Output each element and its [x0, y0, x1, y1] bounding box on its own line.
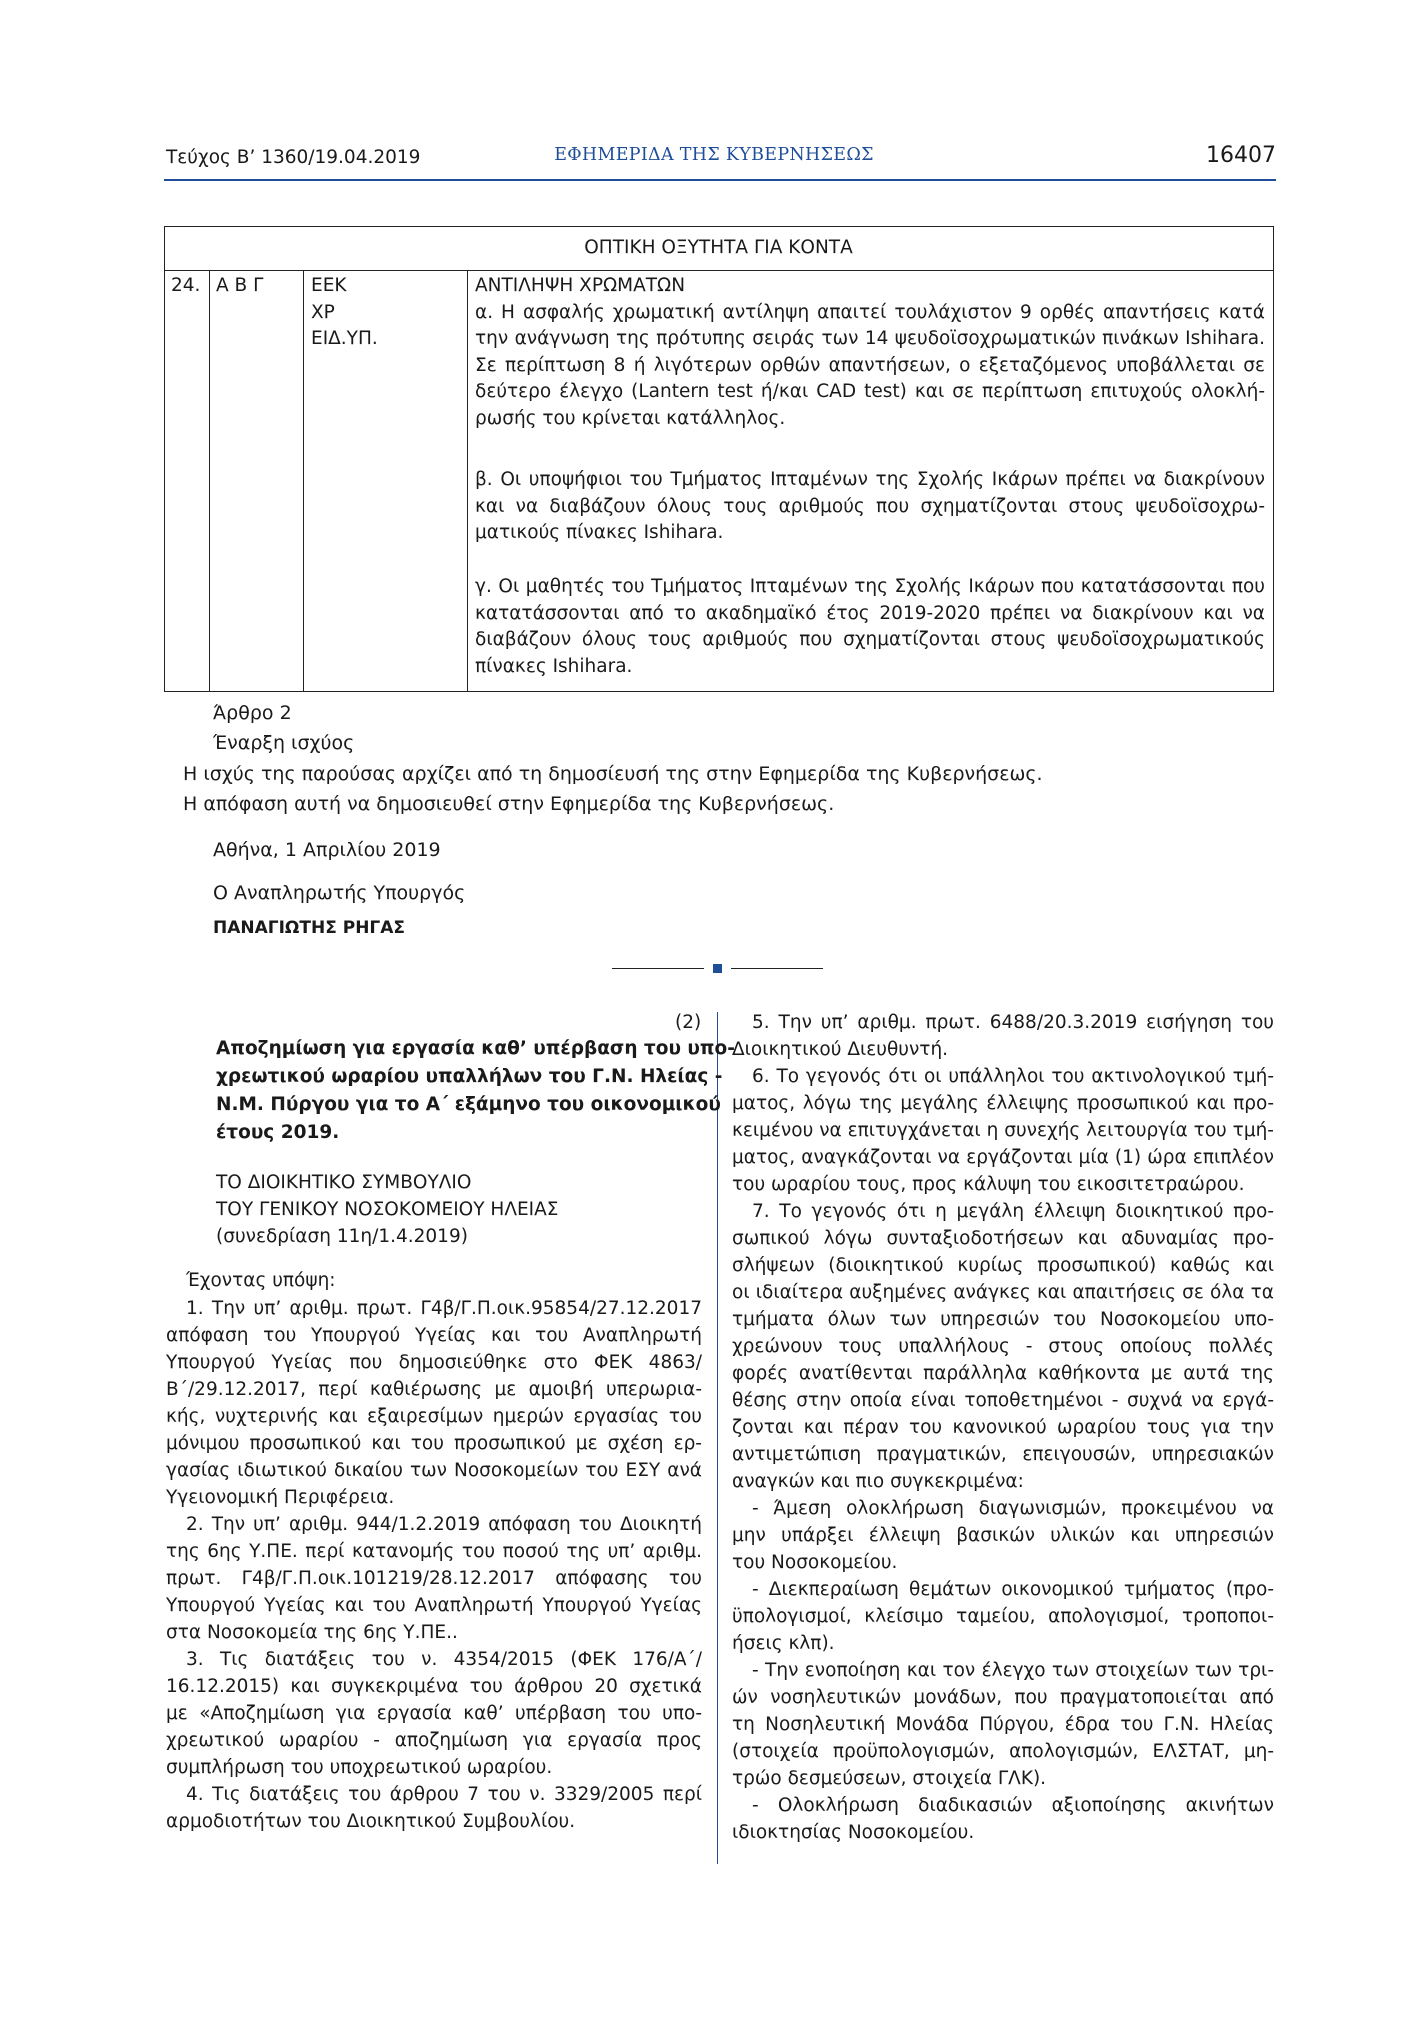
publication-order: Η απόφαση αυτή να δημοσιευθεί στην Εφημερίδα της Κυβερνήσεως. — [183, 793, 835, 815]
body-line: κής, νυχτερινής και εξαιρεσίμων ημερών εργασίας του — [166, 1406, 702, 1427]
table-section-title: ΟΠΤΙΚΗ ΟΞΥΤΗΤΑ ΓΙΑ ΚΟΝΤΑ — [584, 237, 853, 258]
table-row-categories: Α Β Γ — [216, 275, 264, 296]
body-line: τρώο δεσμεύσεων, στοιχεία ΓΛΚ). — [732, 1768, 1047, 1789]
body-line: πρωτ. Γ4β/Γ.Π.οικ.101219/28.12.2017 απόφασης του — [166, 1568, 702, 1589]
table-service-eek: ΕΕΚ — [311, 275, 347, 296]
article-title: Έναρξη ισχύος — [213, 732, 355, 754]
body-line: ών νοσηλευτικών μονάδων, που πραγματοποιείται από — [732, 1687, 1274, 1708]
body-line: χρεωτικού ωραρίου - αποζημίωση για εργασία προς — [166, 1730, 702, 1751]
body-line: τμήματα όλων των υπηρεσιών του Νοσοκομείου υπο- — [732, 1309, 1274, 1330]
table-column-divider — [209, 270, 210, 691]
board-name: ΤΟΥ ΓΕΝΙΚΟΥ ΝΟΣΟΚΟΜΕΙΟΥ ΗΛΕΙΑΣ — [216, 1199, 559, 1220]
signature-name: ΠΑΝΑΓΙΩΤΗΣ ΡΗΓΑΣ — [213, 918, 406, 938]
header-rule — [164, 179, 1276, 181]
section-divider-line — [731, 968, 823, 969]
body-line: κειμένου να επιτυγχάνεται η συνεχής λειτουργία του τμή- — [732, 1120, 1274, 1141]
body-line: 4. Τις διατάξεις του άρθρου 7 του ν. 3329/2005 περί — [186, 1784, 702, 1805]
body-line: ζονται και πέραν του κανονικού ωραρίου τους για την — [732, 1417, 1274, 1438]
table-header-rule — [165, 270, 1273, 271]
body-line: με «Αποζημίωση για εργασία καθ’ υπέρβαση του υπο- — [166, 1703, 702, 1724]
body-line: Β΄/29.12.2017, περί καθιέρωσης με αμοιβή υπερωρια- — [166, 1379, 702, 1400]
requirement-paragraph-b — [475, 467, 1265, 547]
body-line: 3. Τις διατάξεις του ν. 4354/2015 (ΦΕΚ 176/Α΄/ — [186, 1649, 702, 1670]
table-row-number: 24. — [171, 275, 201, 296]
text-line: την ανάγνωση της πρότυπης σειράς των 14 ψευδοϊσοχρωματικών πινάκων Ishihara. — [475, 328, 1265, 349]
decision-title-line: Αποζημίωση για εργασία καθ’ υπέρβαση του υπο- — [216, 1038, 735, 1059]
gazette-title: ΕΦΗΜΕΡΙΔΑ ΤΗΣ ΚΥΒΕΡΝΗΣΕΩΣ — [554, 145, 874, 165]
body-line: 2. Την υπ’ αριθμ. 944/1.2.2019 απόφαση του Διοικητή — [186, 1514, 702, 1535]
body-line: 7. Το γεγονός ότι η μεγάλη έλλειψη διοικητικού προ- — [752, 1201, 1274, 1222]
body-line: γασίας ιδιωτικού δικαίου των Νοσοκομείων του ΕΣΥ ανά — [166, 1460, 702, 1481]
body-line: οι ιδιαίτερα αυξημένες ανάγκες και απαιτήσεις σε όλα τα — [732, 1282, 1274, 1303]
body-line: Διοικητικού Διευθυντή. — [732, 1039, 949, 1060]
body-line: θέσης στην οποία είναι τοποθετημένοι - συχνά να εργά- — [732, 1390, 1274, 1411]
text-line: ρωσής του κρίνεται κατάλληλος. — [475, 407, 786, 429]
body-line: ϋπολογισμοί, κλείσιμο ταμείου, απολογισμοί, τροποποι- — [732, 1606, 1274, 1627]
body-line: του ωραρίου τους, προς κάλυψη του εικοσιτετραώρου. — [732, 1174, 1245, 1195]
body-line: 5. Την υπ’ αριθμ. πρωτ. 6488/20.3.2019 εισήγηση του — [752, 1012, 1274, 1033]
decision-number: (2) — [675, 1012, 702, 1033]
body-line: (στοιχεία προϋπολογισμών, απολογισμών, ΕΛΣΤΑΤ, μη- — [732, 1741, 1274, 1762]
board-session: (συνεδρίαση 11η/1.4.2019) — [216, 1226, 468, 1247]
text-line: γ. Οι μαθητές του Τμήματος Ιπταμένων της Σχολής Ικάρων που κατατάσσονται που — [475, 576, 1265, 597]
body-line: 16.12.2015) και συγκεκριμένα του άρθρου 20 σχετικά — [166, 1676, 702, 1697]
table-service-xr: ΧΡ — [311, 301, 335, 323]
body-line: 6. Το γεγονός ότι οι υπάλληλοι του ακτινολογικού τμή- — [752, 1066, 1274, 1087]
body-line: σλήψεων (διοικητικού κυρίως προσωπικού) καθώς και — [732, 1255, 1274, 1276]
table-row-heading: ΑΝΤΙΛΗΨΗ ΧΡΩΜΑΤΩΝ — [475, 275, 686, 296]
body-line: αναγκών και πιο συγκεκριμένα: — [732, 1471, 1024, 1492]
article-label: Άρθρο 2 — [213, 702, 292, 724]
body-line: χρεώνουν τους υπαλλήλους - στους οποίους πολλές — [732, 1336, 1274, 1357]
body-line: ματος, λόγω της μεγάλης έλλειψης προσωπικού και προ- — [732, 1093, 1274, 1114]
body-line: 1. Την υπ’ αριθμ. πρωτ. Γ4β/Γ.Π.οικ.95854/27.12.2017 — [186, 1298, 702, 1319]
decision-title-line: έτους 2019. — [216, 1122, 340, 1143]
column-separator — [717, 1012, 718, 1864]
body-line: στα Νοσοκομεία της 6ης Υ.ΠΕ.. — [166, 1622, 458, 1643]
text-line: πίνακες Ishihara. — [475, 655, 633, 677]
text-line: α. Η ασφαλής χρωματική αντίληψη απαιτεί τουλάχιστον 9 ορθές απαντήσεις κατά — [475, 301, 1265, 323]
issue-reference: Τεύχος Β’ 1360/19.04.2019 — [166, 147, 421, 168]
text-line: διαβάζουν όλους τους αριθμούς που σχηματίζονται στους ψευδοϊσοχρωματικούς — [475, 629, 1265, 650]
section-divider-line — [612, 968, 704, 969]
body-line: τη Νοσηλευτική Μονάδα Πύργου, έδρα του Γ.Ν. Ηλείας — [732, 1714, 1274, 1735]
text-line: β. Οι υποψήφιοι του Τμήματος Ιπταμένων της Σχολής Ικάρων πρέπει να διακρίνουν — [475, 469, 1265, 490]
body-line: απόφαση του Υπουργού Υγείας και του Αναπληρωτή — [166, 1325, 702, 1346]
body-line: μόνιμου προσωπικού και του προσωπικού με σχέση ερ- — [166, 1433, 702, 1454]
body-line: φορές ανατίθενται παράλληλα καθήκοντα με αυτά της — [732, 1363, 1274, 1384]
body-line: σωπικού λόγω συνταξιοδοτήσεων και αδυναμίας προ- — [732, 1228, 1274, 1249]
medical-requirements-table — [164, 226, 1274, 692]
signature-role: Ο Αναπληρωτής Υπουργός — [213, 882, 466, 904]
body-line: Υπουργού Υγείας και του Αναπληρωτή Υπουργού Υγείας — [166, 1595, 702, 1616]
body-line: συμπλήρωση του υποχρεωτικού ωραρίου. — [166, 1757, 553, 1778]
body-line: Υγειονομική Περιφέρεια. — [166, 1487, 395, 1508]
table-column-divider — [467, 270, 468, 691]
text-line: κατατάσσονται από το ακαδημαϊκό έτος 2019-2020 πρέπει να διακρίνουν και να — [475, 602, 1265, 624]
table-service-eid: ΕΙΔ.ΥΠ. — [311, 328, 378, 349]
body-line: - Ολοκλήρωση διαδικασιών αξιοποίησης ακινήτων — [752, 1795, 1274, 1816]
body-line: Υπουργού Υγείας που δημοσιεύθηκε στο ΦΕΚ 4863/ — [166, 1352, 702, 1373]
text-line: δεύτερο έλεγχο (Lantern test ή/και CAD test) και σε περίπτωση επιτυχούς ολοκλή- — [475, 381, 1265, 402]
text-line: και να διαβάζουν όλους τους αριθμούς που σχηματίζονται στους ψευδοϊσοχρω- — [475, 495, 1265, 517]
table-column-divider — [303, 270, 304, 691]
decision-title-line: Ν.Μ. Πύργου για το Α΄ εξάμηνο του οικονομικού — [216, 1094, 721, 1115]
requirement-paragraph-c — [475, 574, 1265, 680]
body-line: ματος, αναγκάζονται να εργάζονται μία (1) ώρα επιπλέον — [732, 1147, 1274, 1168]
section-divider-square — [713, 964, 722, 973]
text-line: Σε περίπτωση 8 ή λιγότερων ορθών απαντήσεων, ο εξεταζόμενος υποβάλλεται σε — [475, 354, 1265, 376]
body-line: ήσεις κλπ). — [732, 1633, 835, 1654]
page-number: 16407 — [1206, 143, 1276, 168]
decision-title-line: χρεωτικού ωραρίου υπαλλήλων του Γ.Ν. Ηλείας - — [216, 1066, 723, 1087]
board-name: ΤΟ ΔΙΟΙΚΗΤΙΚΟ ΣΥΜΒΟΥΛΙΟ — [216, 1172, 472, 1193]
body-line: - Την ενοποίηση και τον έλεγχο των στοιχείων των τρι- — [752, 1660, 1274, 1681]
body-line: αντιμετώπιση πραγματικών, επειγουσών, υπηρεσιακών — [732, 1444, 1274, 1465]
body-line: ιδιοκτησίας Νοσοκομείου. — [732, 1822, 975, 1843]
body-line: - Άμεση ολοκλήρωση διαγωνισμών, προκειμένου να — [752, 1498, 1274, 1519]
text-line: ματικούς πίνακες Ishihara. — [475, 522, 724, 543]
article-text: Η ισχύς της παρούσας αρχίζει από τη δημοσίευσή της στην Εφημερίδα της Κυβερνήσεως. — [183, 763, 1043, 785]
body-line: - Διεκπεραίωση θεμάτων οικονομικού τμήματος (προ- — [752, 1579, 1274, 1600]
signature-place-date: Αθήνα, 1 Απριλίου 2019 — [213, 839, 441, 861]
having-regard: Έχοντας υπόψη: — [186, 1270, 336, 1291]
requirement-paragraph-a — [475, 300, 1265, 433]
body-line: μην υπάρξει έλλειψη βασικών υλικών και υπηρεσιών — [732, 1525, 1274, 1546]
body-line: του Νοσοκομείου. — [732, 1552, 898, 1573]
body-line: αρμοδιοτήτων του Διοικητικού Συμβουλίου. — [166, 1811, 576, 1832]
body-line: της 6ης Υ.ΠΕ. περί κατανομής του ποσού της υπ’ αριθμ. — [166, 1541, 702, 1562]
